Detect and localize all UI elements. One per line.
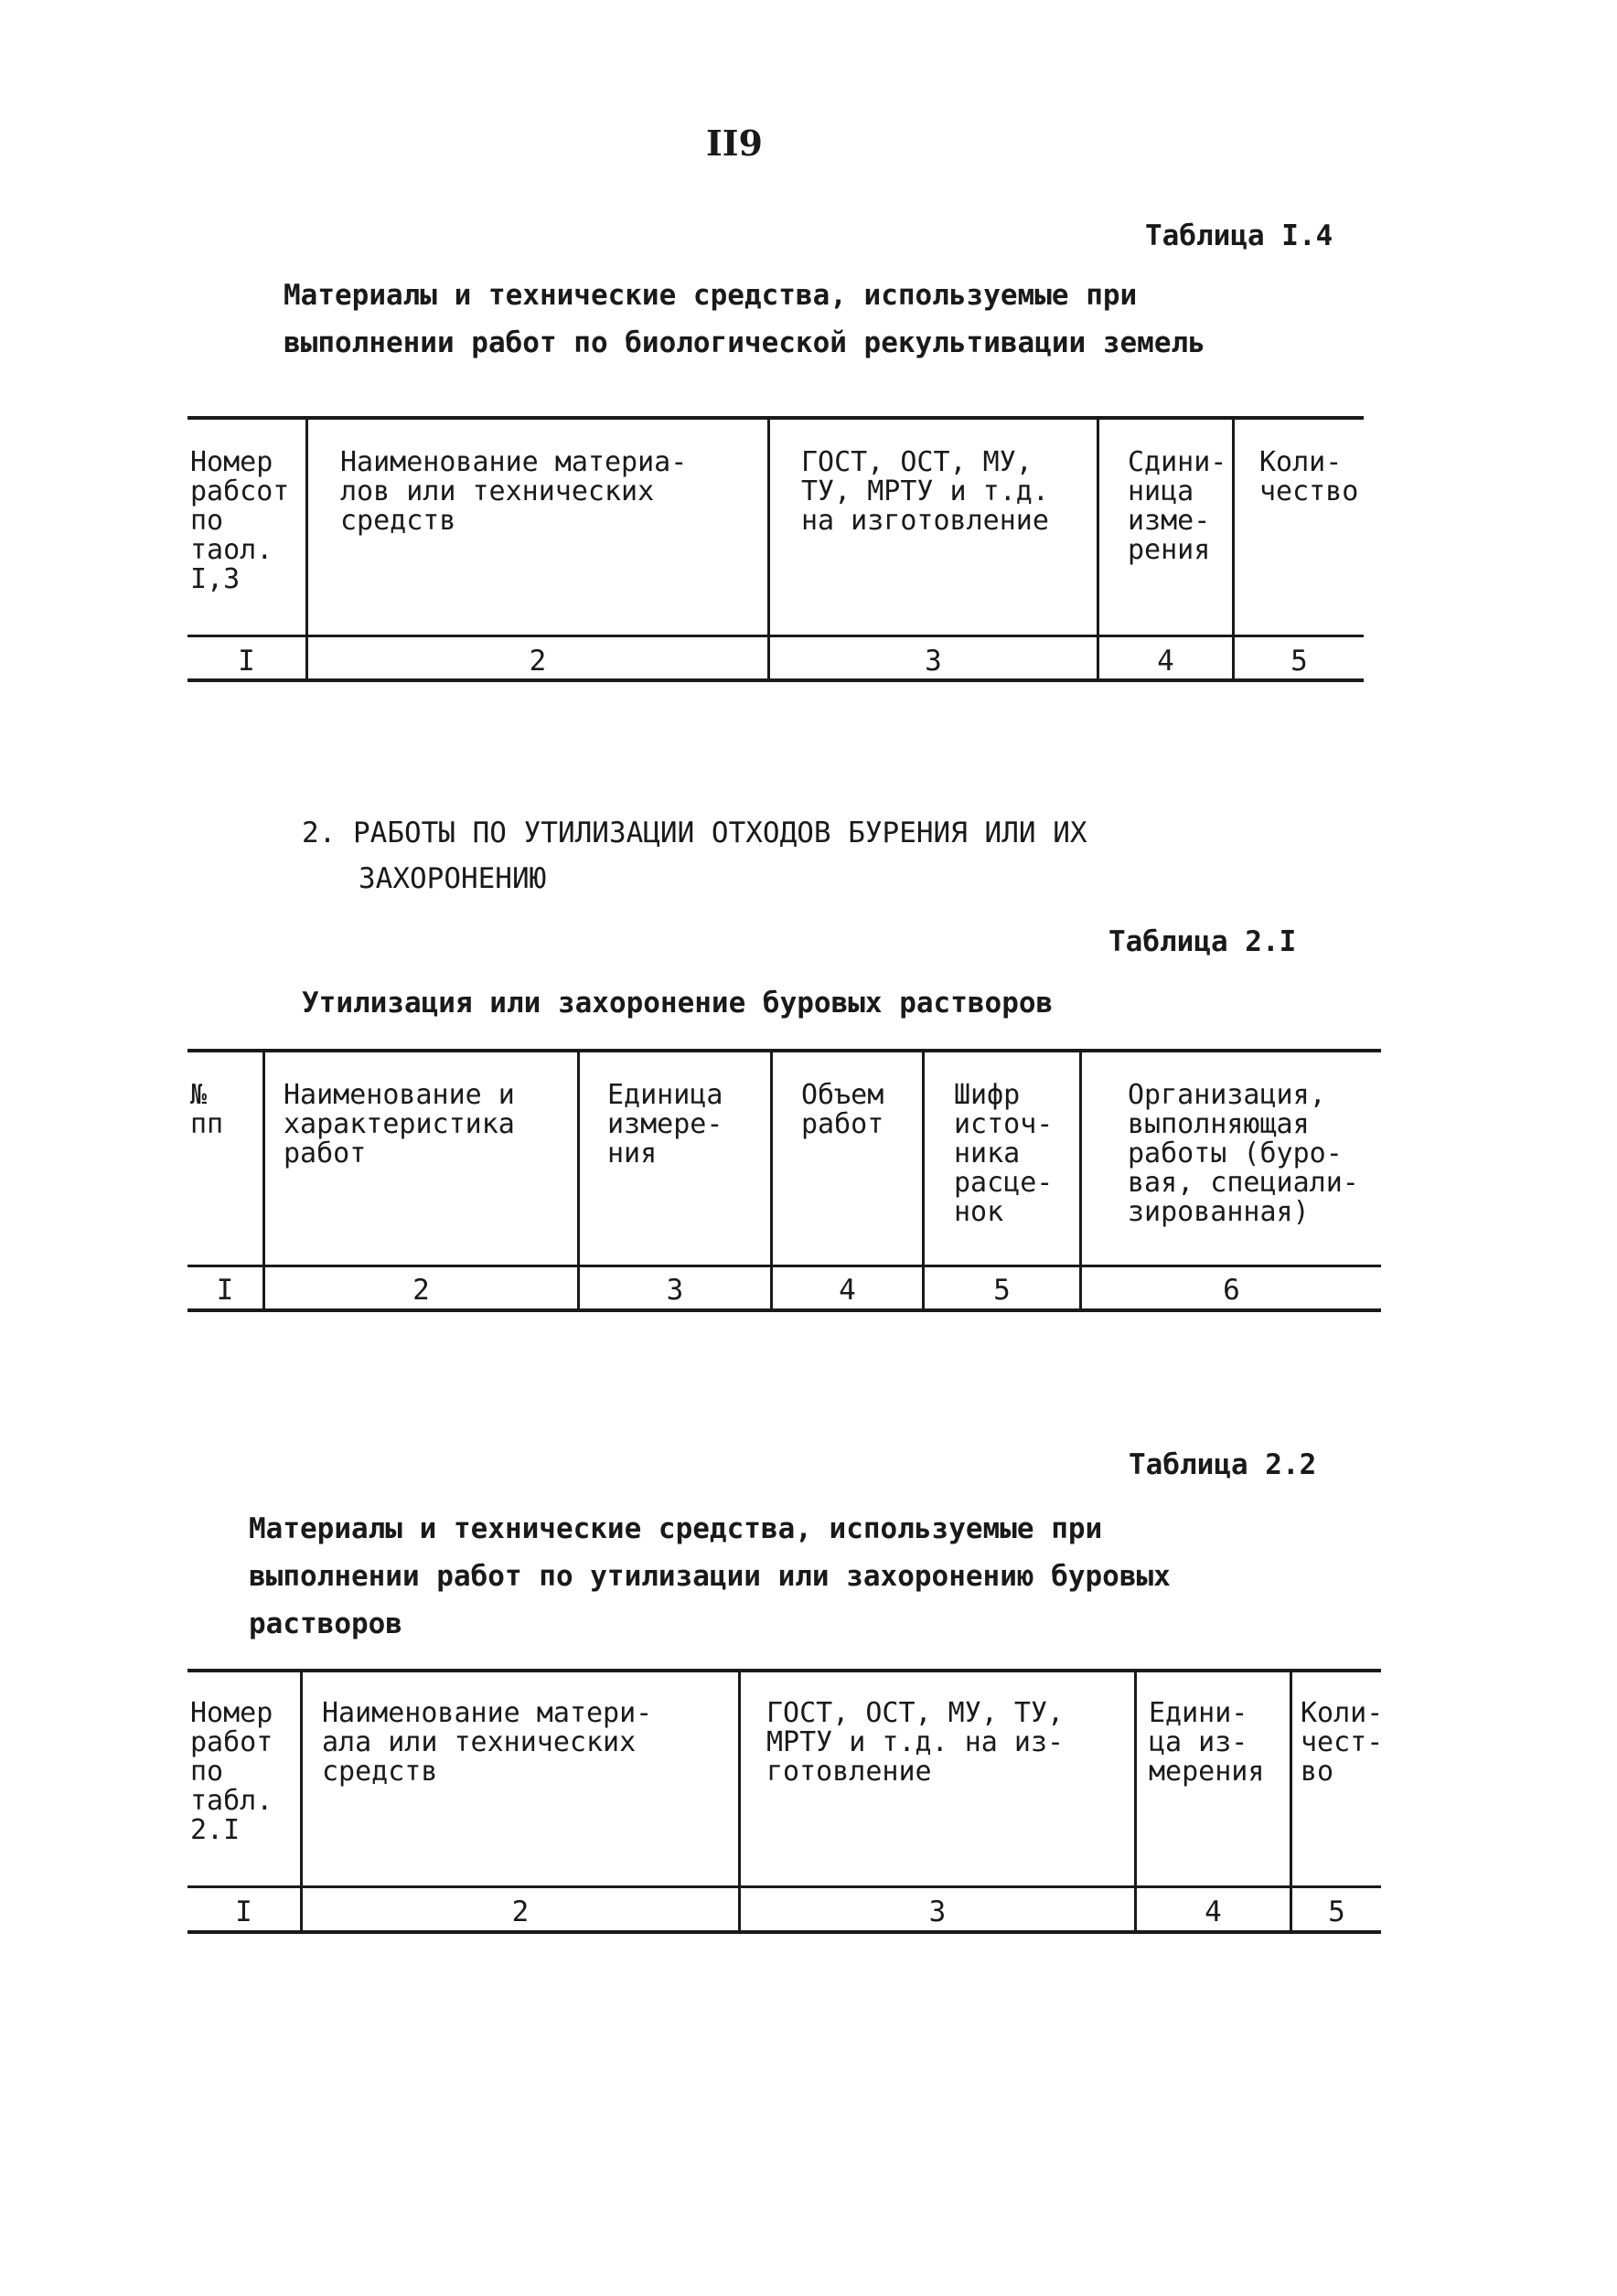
column-divider — [305, 419, 308, 680]
page-number: II9 — [706, 123, 763, 164]
table-1-4-label: Таблица I.4 — [1145, 219, 1333, 252]
column-divider — [770, 1052, 773, 1310]
table-1-4-title-line-2: выполнении работ по биологической рекультивации земель — [284, 326, 1205, 359]
header-unit: Сдини- ница изме- рения — [1128, 446, 1227, 566]
table-2-1-title: Утилизация или захоронение буровых растворов — [302, 987, 1054, 1020]
header-price-source-code: Шифр источ- ника расце- нок — [954, 1079, 1054, 1228]
column-divider — [1290, 1671, 1292, 1932]
table-2-2-label: Таблица 2.2 — [1129, 1448, 1317, 1481]
column-number: 5 — [1290, 645, 1308, 678]
column-divider — [922, 1052, 925, 1310]
table-2-1-label: Таблица 2.I — [1108, 925, 1297, 958]
header-work-number: Номер рабсот по таол. I,3 — [190, 446, 290, 595]
table-rule — [187, 678, 1364, 682]
header-standard: ГОСТ, ОСТ, МУ, ТУ, МРТУ и т.д. на из- готовление — [766, 1697, 1065, 1788]
column-number: I — [216, 1274, 234, 1307]
table-rule — [187, 635, 1364, 637]
column-divider — [262, 1052, 265, 1310]
header-material-name: Наименование материа- лов или технических средств — [340, 446, 688, 537]
section-2-heading-line-2: ЗАХОРОНЕНИЮ — [359, 862, 547, 895]
table-rule — [187, 1308, 1381, 1312]
column-number: 5 — [993, 1274, 1011, 1307]
column-divider — [300, 1671, 303, 1932]
table-2-2-title-line-1: Материалы и технические средства, используемые при — [249, 1512, 1103, 1545]
header-volume: Объем работ — [801, 1079, 884, 1140]
column-number: 4 — [839, 1274, 856, 1307]
column-number: 3 — [666, 1274, 684, 1307]
header-quantity: Коли- чество — [1259, 446, 1359, 507]
column-number: 5 — [1328, 1896, 1345, 1928]
column-number: I — [238, 645, 255, 678]
column-number: I — [235, 1896, 252, 1928]
column-divider — [767, 419, 770, 680]
header-material-name: Наименование матери- ала или технических средств — [322, 1697, 653, 1788]
table-2-2-title-line-3: растворов — [249, 1607, 402, 1640]
table-rule — [187, 1669, 1381, 1672]
header-organization: Организация, выполняющая работы (буро- вая, специали- зированная) — [1128, 1079, 1359, 1228]
column-divider — [577, 1052, 580, 1310]
header-row-number: № пп — [190, 1079, 224, 1140]
header-standard: ГОСТ, ОСТ, МУ, ТУ, МРТУ и т.д. на изготовление — [801, 446, 1049, 537]
table-1-4-title-line-1: Материалы и технические средства, используемые при — [284, 279, 1138, 312]
section-2-heading-line-1: 2. РАБОТЫ ПО УТИЛИЗАЦИИ ОТХОДОВ БУРЕНИЯ ИЛИ ИХ — [302, 817, 1087, 849]
column-divider — [1134, 1671, 1137, 1932]
column-number: 2 — [412, 1274, 430, 1307]
table-rule — [187, 1930, 1381, 1934]
column-divider — [1232, 419, 1235, 680]
column-divider — [1079, 1052, 1082, 1310]
column-number: 2 — [511, 1896, 530, 1928]
header-work-description: Наименование и характеристика работ — [284, 1079, 515, 1169]
header-quantity: Коли- чест- во — [1301, 1697, 1384, 1788]
table-rule — [187, 1265, 1381, 1267]
header-work-number: Номер работ по табл. 2.I — [190, 1697, 273, 1846]
column-number: 4 — [1205, 1896, 1222, 1928]
column-number: 4 — [1157, 645, 1174, 678]
column-number: 6 — [1223, 1274, 1240, 1307]
table-rule — [187, 416, 1364, 420]
column-number: 2 — [529, 645, 547, 678]
table-2-2-title-line-2: выполнении работ по утилизации или захоронению буровых — [249, 1560, 1171, 1593]
header-unit: Едини- ца из- мерения — [1149, 1697, 1265, 1788]
column-divider — [738, 1671, 741, 1932]
table-rule — [187, 1049, 1381, 1052]
column-number: 3 — [928, 1896, 947, 1928]
column-divider — [1097, 419, 1099, 680]
table-rule — [187, 1885, 1381, 1888]
column-number: 3 — [925, 645, 942, 678]
header-unit: Единица измере- ния — [607, 1079, 723, 1169]
